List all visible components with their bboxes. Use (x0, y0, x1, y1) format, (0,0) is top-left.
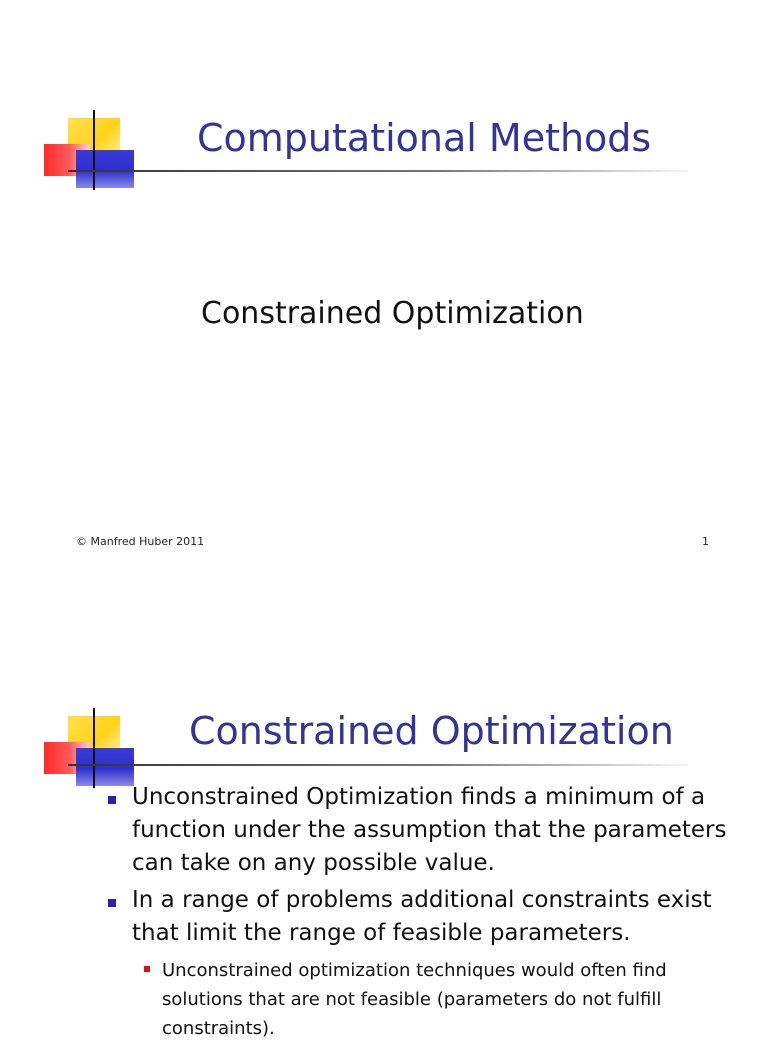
title-underline (68, 170, 688, 172)
logo-vertical-line (93, 110, 95, 190)
slide-number: 1 (702, 535, 709, 548)
slide-2 (0, 590, 768, 1039)
bullet-marker-icon (108, 796, 116, 804)
bullet-text: In a range of problems additional constraints exist that limit the range of feasible parameters. (132, 887, 712, 946)
slide-logo-icon (44, 708, 144, 788)
logo-vertical-line (93, 708, 95, 788)
slide-title: Computational Methods (197, 116, 652, 160)
title-underline (68, 764, 688, 766)
slide-logo-icon (44, 110, 144, 190)
bullet-marker-icon (108, 899, 116, 907)
logo-blue-square (76, 748, 134, 786)
slide-title: Constrained Optimization (189, 709, 674, 753)
slide-subtitle: Constrained Optimization (201, 296, 584, 331)
footer-copyright: © Manfred Huber 2011 (76, 535, 205, 548)
bullet-text: Unconstrained Optimization finds a minimum of a function under the assumption that the parameters can take on any possible value. (132, 784, 727, 876)
sub-bullet-marker-icon (144, 966, 150, 972)
sub-bullet-text: Unconstrained optimization techniques would often find solutions that are not feasible (parameters do not fulfill constraints). (162, 960, 667, 1039)
logo-blue-square (76, 150, 134, 188)
